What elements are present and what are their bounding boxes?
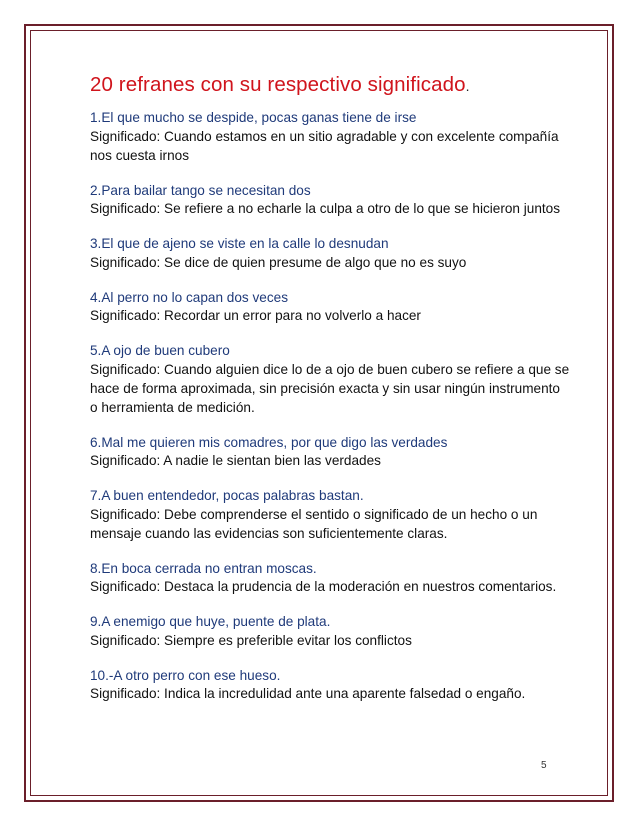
page-title	[90, 72, 570, 99]
proverb-heading: 2.Para bailar tango se necesitan dos	[90, 182, 311, 198]
proverb-item-5	[90, 342, 570, 417]
proverb-meaning: Significado: Se refiere a no echarle la culpa a otro de lo que se hicieron juntos	[90, 201, 561, 216]
proverb-heading: 9.A enemigo que huye, puente de plata.	[90, 614, 331, 629]
proverb-meaning: Significado: Cuando alguien dice lo de a ojo de buen cubero se refiere a que se hace de forma aproximada, sin precisión exacta y sin usar ningún instrumento o herramienta de medición.	[90, 361, 570, 415]
proverb-heading: 6.Mal me quieren mis comadres, por que digo las verdades	[90, 434, 448, 450]
proverb-item-9	[90, 613, 570, 650]
proverb-meaning: Significado: A nadie le sientan bien las verdades	[90, 453, 381, 468]
proverb-heading: 8.En boca cerrada no entran moscas.	[90, 560, 317, 576]
proverb-heading: 5.A ojo de buen cubero	[90, 343, 230, 358]
proverb-heading: 7.A buen entendedor, pocas palabras bastan.	[90, 488, 364, 503]
proverb-meaning: Significado: Cuando estamos en un sitio agradable y con excelente compañía nos cuesta irnos	[90, 128, 559, 163]
proverb-meaning: Significado: Se dice de quien presume de algo que no es suyo	[90, 254, 467, 270]
proverb-meaning: Significado: Debe comprenderse el sentido o significado de un hecho o un mensaje cuando las evidencias son suficientemente claras.	[90, 506, 538, 541]
proverb-heading: 4.Al perro no lo capan dos veces	[90, 289, 288, 305]
document-content	[90, 72, 570, 720]
proverb-meaning: Significado: Indica la incredulidad ante una aparente falsedad o engaño.	[90, 686, 526, 701]
proverb-item-2	[90, 182, 570, 219]
proverb-item-4	[90, 289, 570, 326]
proverb-heading: 10.-A otro perro con ese hueso.	[90, 667, 281, 683]
proverb-item-3	[90, 235, 570, 272]
proverb-item-1	[90, 109, 570, 165]
proverb-item-7	[90, 487, 570, 543]
proverb-meaning: Significado: Siempre es preferible evitar los conflictos	[90, 632, 412, 648]
proverb-item-10	[90, 667, 570, 704]
page-title-text: 20 refranes con su respectivo significado	[90, 73, 466, 96]
proverb-meaning: Significado: Recordar un error para no volverlo a hacer	[90, 308, 421, 323]
proverb-heading: 3.El que de ajeno se viste en la calle lo desnudan	[90, 236, 389, 251]
proverb-item-6	[90, 434, 570, 471]
proverb-item-8	[90, 560, 570, 597]
page-number: 5	[541, 760, 547, 771]
page-title-punct: .	[465, 78, 470, 94]
proverb-meaning: Significado: Destaca la prudencia de la moderación en nuestros comentarios.	[90, 579, 557, 594]
proverb-heading: 1.El que mucho se despide, pocas ganas tiene de irse	[90, 110, 417, 125]
